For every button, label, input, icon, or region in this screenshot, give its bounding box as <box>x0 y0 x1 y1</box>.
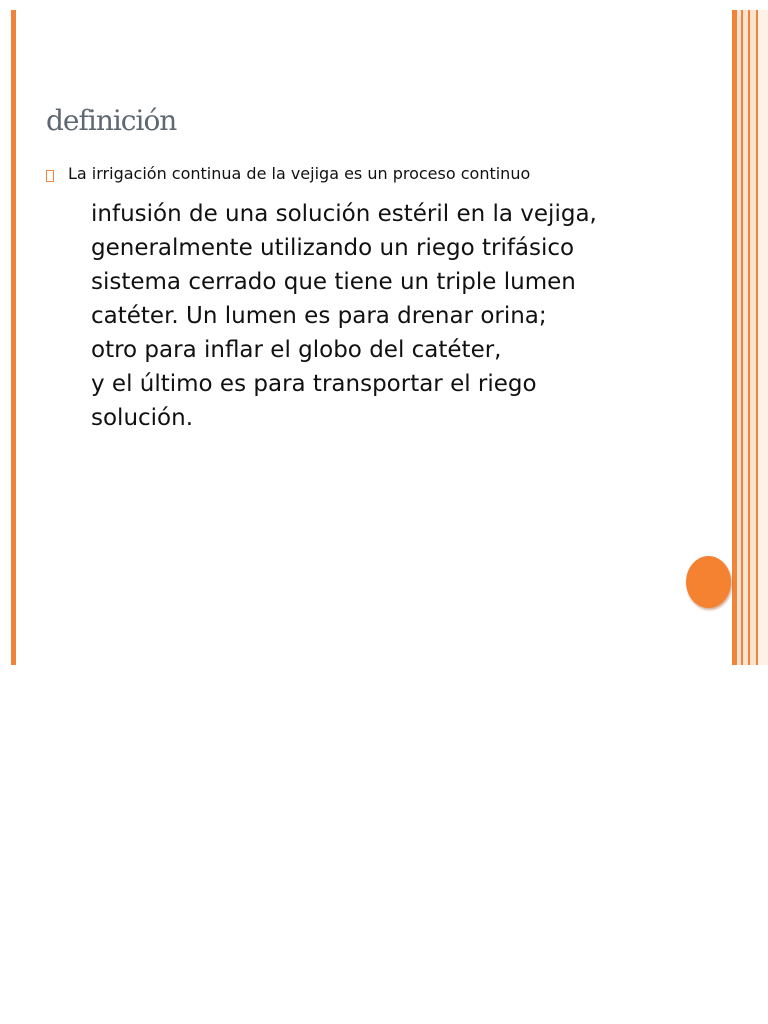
body-line: sistema cerrado que tiene un triple lumen <box>91 269 576 295</box>
body-line: solución. <box>91 405 194 431</box>
right-stripe <box>758 10 768 665</box>
bullet-text: La irrigación continua de la vejiga es un proceso continuo <box>68 164 531 183</box>
body-line: otro para inflar el globo del catéter, <box>91 337 502 363</box>
slide-title: definición <box>46 104 177 137</box>
body-line: generalmente utilizando un riego trifásico <box>91 235 575 261</box>
square-bullet-icon <box>46 170 54 182</box>
body-text <box>91 197 691 435</box>
body-line: catéter. Un lumen es para drenar orina; <box>91 303 547 329</box>
left-accent-bar <box>11 10 16 665</box>
body-line: y el último es para transportar el riego <box>91 371 537 397</box>
decorative-circle <box>686 556 731 608</box>
body-line: infusión de una solución estéril en la vejiga, <box>91 201 597 227</box>
